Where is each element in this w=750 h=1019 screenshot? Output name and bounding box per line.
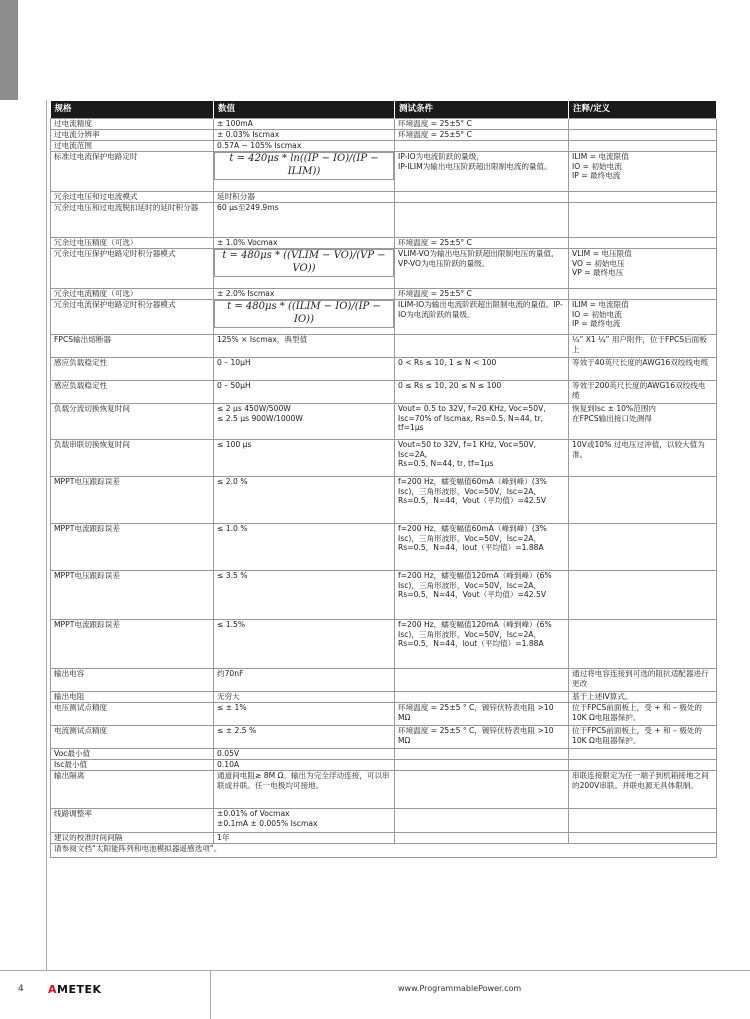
logo-accent: A [48,983,58,996]
note-cell: 串联连接限定为任一端子到机箱接地之间的200V串联。并联电源无具体限制。 [569,771,717,809]
table-row [51,669,717,692]
spec-cell: 冗余过电流精度（可选） [51,289,214,300]
condition-cell: ILIM-IO为输出电流阶跃超出限制电流的量值。IP-IO为电流阶跃的量级。 [395,300,569,335]
table-row [51,119,717,130]
value-cell: ≤ 1.5% [214,620,395,669]
header-value: 数值 [214,101,395,119]
table-row [51,833,717,844]
spec-cell: MPPT电流跟踪误差 [51,620,214,669]
condition-cell: 环境温度 = 25±5° C [395,289,569,300]
note-cell: ILIM = 电流限值 IO = 初始电流 IP = 最终电流 [569,152,717,192]
value-cell: ± 2.0% Iscmax [214,289,395,300]
note-cell [569,524,717,571]
table-header [51,101,717,119]
spec-cell: 输出隔离 [51,771,214,809]
value-cell: ≤ ± 2.5 % [214,726,395,749]
value-cell: ≤ 3.5 % [214,571,395,620]
note-cell: VLIM = 电压限值 VO = 初始电压 VP = 最终电压 [569,249,717,289]
value-cell: 0.10A [214,760,395,771]
table-row [51,692,717,703]
value-cell: ± 100mA [214,119,395,130]
condition-cell: f=200 Hz，蠕变幅值60mA（峰到峰）(3% Isc)，三角形波形，Voc=50V，Isc=2A，Rs=0.5，N=44，Vout（平均值）=42.5V [395,477,569,524]
footer-divider [0,970,750,971]
value-cell: 1年 [214,833,395,844]
condition-cell [395,141,569,152]
condition-cell: 环境温度 = 25±5° C [395,119,569,130]
spec-cell: 冗余过电压保护电路定时积分器模式 [51,249,214,289]
table-row [51,726,717,749]
table-row [51,760,717,771]
table-row [51,477,717,524]
table-row [51,130,717,141]
spec-cell: 冗余过电压精度（可选） [51,238,214,249]
value-cell: ± 0.03% Iscmax [214,130,395,141]
value-cell: ≤ 2 μs 450W/500W ≤ 2.5 μs 900W/1000W [214,404,395,440]
note-cell [569,833,717,844]
note-cell: 位于FPCS前面板上，受 + 和 – 极处的10K Ω电阻器保护。 [569,726,717,749]
condition-cell [395,749,569,760]
value-cell: t = 480μs * ((ILIM − IO)/(IP − IO)) [214,300,394,328]
note-cell: ILIM = 电流限值 IO = 初始电流 IP = 最终电流 [569,300,717,335]
note-cell: 通过将电容连接到可选的阻抗适配器进行更改 [569,669,717,692]
note-cell [569,141,717,152]
spec-cell: 过电流分辨率 [51,130,214,141]
note-cell [569,192,717,203]
table-row [51,571,717,620]
side-tab [0,0,18,100]
value-cell: ≤ 2.0 % [214,477,395,524]
condition-cell [395,669,569,692]
note-cell [569,760,717,771]
note-cell [569,238,717,249]
margin-line [46,100,47,970]
condition-cell [395,203,569,238]
condition-cell: Vout= 0.5 to 32V, f=20 KHz, Voc=50V, Isc=70% of Iscmax, Rs=0.5, N=44, tr, tf=1μs [395,404,569,440]
table-row [51,809,717,833]
spec-cell: 建议的校准时间间隔 [51,833,214,844]
table-row [51,289,717,300]
spec-cell: 感应负载稳定性 [51,358,214,381]
header-notes: 注释/定义 [569,101,717,119]
condition-cell [395,833,569,844]
condition-cell: f=200 Hz，蠕变幅值120mA（峰到峰）(6% Isc)，三角形波形，Voc=50V，Isc=2A，Rs=0.5，N=44，Iout（平均值）=1.88A [395,620,569,669]
value-cell: t = 480μs * ((VLIM − VO)/(VP − VO)) [214,249,394,277]
table-row [51,203,717,238]
note-cell: 等效于40英尺长度的AWG16双绞线电缆 [569,358,717,381]
value-cell: 60 μs至249.9ms [214,203,395,238]
condition-cell: f=200 Hz，蠕变幅值120mA（峰到峰）(6% Isc)，三角形波形，Voc=50V，Isc=2A，Rs=0.5，N=44，Vout（平均值）=42.5V [395,571,569,620]
spec-cell: Voc最小值 [51,749,214,760]
table-row [51,404,717,440]
condition-cell: Vout=50 to 32V, f=1 KHz, Voc=50V, Isc=2A, Rs=0.5, N=44, tr, tf=1μs [395,440,569,477]
note-cell: 位于FPCS前面板上，受 + 和 – 极处的10K Ω电阻器保护。 [569,703,717,726]
note-cell [569,620,717,669]
footer-vertical-divider [210,970,211,1019]
table-row [51,141,717,152]
condition-cell: 0 < Rs ≤ 10, 1 ≤ N < 100 [395,358,569,381]
note-cell [569,477,717,524]
table-row [51,524,717,571]
spec-cell: 标准过电流保护电路定时 [51,152,214,192]
spec-cell: MPPT电压跟踪误差 [51,571,214,620]
footnote: 请参阅文档“太阳能阵列和电池模拟器遥感选项”。 [51,844,717,858]
spec-cell: 线路调整率 [51,809,214,833]
table-row [51,620,717,669]
value-cell: 0.05V [214,749,395,760]
value-cell: ≤ 1.0 % [214,524,395,571]
value-cell: 0 – 50μH [214,381,395,404]
value-cell: ≤ 100 μs [214,440,395,477]
condition-cell [395,692,569,703]
spec-cell: Isc最小值 [51,760,214,771]
value-cell: ± 1.0% Vocmax [214,238,395,249]
note-cell [569,809,717,833]
condition-cell: IP-IO为电流阶跃的量级， IP-ILIM为输出电压阶跃超出限制电流的量值。 [395,152,569,192]
value-cell: 0.57A ~ 105% Iscmax [214,141,395,152]
table-row [51,300,717,335]
website-url[interactable]: www.ProgrammablePower.com [398,984,522,993]
value-cell: 通道间电阻≥ 8M Ω。输出为完全浮动连接，可以串联或并联。任一电极均可接地。 [214,771,395,809]
note-cell [569,571,717,620]
table-row [51,440,717,477]
table-row [51,771,717,809]
note-cell [569,130,717,141]
table-row [51,152,717,192]
spec-cell: 过电流范围 [51,141,214,152]
value-cell: 约70nF [214,669,395,692]
logo-text: METEK [57,983,102,996]
condition-cell [395,335,569,358]
table-row [51,381,717,404]
condition-cell: 环境温度 = 25±5° C [395,238,569,249]
spec-cell: 感应负载稳定性 [51,381,214,404]
spec-cell: 冗余过电流保护电路定时积分器模式 [51,300,214,335]
spec-cell: MPPT电压跟踪误差 [51,477,214,524]
note-cell [569,203,717,238]
condition-cell [395,192,569,203]
note-cell [569,119,717,130]
table-row [51,749,717,760]
value-cell: 0 – 10μH [214,358,395,381]
condition-cell: VLIM-VO为输出电压阶跃超出限制电压的量值，VP-VO为电压阶跃的量级。 [395,249,569,289]
spec-cell: MPPT电流跟踪误差 [51,524,214,571]
spec-cell: 冗余过电压和过电流模式 [51,192,214,203]
page-number: 4 [18,984,24,994]
footnote-row [51,844,717,858]
spec-cell: 电流测试点精度 [51,726,214,749]
table-row [51,249,717,289]
table-row [51,238,717,249]
condition-cell: 环境温度 = 25±5 ° C，镀锌伏特表电阻 >10 MΩ [395,726,569,749]
table-row [51,192,717,203]
header-spec: 规格 [51,101,214,119]
value-cell: 无穷大 [214,692,395,703]
condition-cell: 0 ≤ Rs ≤ 10, 20 ≤ N ≤ 100 [395,381,569,404]
value-cell: 125% × Iscmax，典型值 [214,335,395,358]
spec-cell: 输出电阻 [51,692,214,703]
note-cell [569,749,717,760]
condition-cell [395,809,569,833]
note-cell: 基于上述IV算式。 [569,692,717,703]
spec-cell: 电压测试点精度 [51,703,214,726]
value-cell: ±0.01% of Vocmax ±0.1mA ± 0.005% Iscmax [214,809,395,833]
ametek-logo [48,983,102,996]
note-cell: 10V或10% 过电压过冲值，以较大值为准。 [569,440,717,477]
condition-cell: 环境温度 = 25±5° C [395,130,569,141]
condition-cell: f=200 Hz，蠕变幅值60mA（峰到峰）(3% Isc)，三角形波形，Voc=50V，Isc=2A，Rs=0.5，N=44，Iout（平均值）=1.88A [395,524,569,571]
note-cell: 恢复到Isc ± 10%范围内 在FPCS输出接口处测得 [569,404,717,440]
table-row [51,358,717,381]
spec-cell: 负载分流切换恢复时间 [51,404,214,440]
table-row [51,335,717,358]
spec-cell: 冗余过电压和过电流脱扣延时的延时积分器 [51,203,214,238]
spec-cell: FPCS输出熔断器 [51,335,214,358]
value-cell: 延时积分器 [214,192,395,203]
spec-cell: 过电流精度 [51,119,214,130]
note-cell: 等效于200英尺长度的AWG16双绞线电缆 [569,381,717,404]
value-cell: t = 420μs * ln((IP − IO)/(IP − ILIM)) [214,152,394,180]
condition-cell [395,760,569,771]
spec-cell: 输出电容 [51,669,214,692]
spec-cell: 负载串联切换恢复时间 [51,440,214,477]
condition-cell [395,771,569,809]
table-row [51,703,717,726]
spec-table [50,101,717,858]
condition-cell: 环境温度 = 25±5 ° C，镀锌伏特表电阻 >10 MΩ [395,703,569,726]
value-cell: ≤ ± 1% [214,703,395,726]
note-cell: ¼” X1 ¼” 用户附件，位于FPCS后面板上 [569,335,717,358]
header-conditions: 测试条件 [395,101,569,119]
note-cell [569,289,717,300]
